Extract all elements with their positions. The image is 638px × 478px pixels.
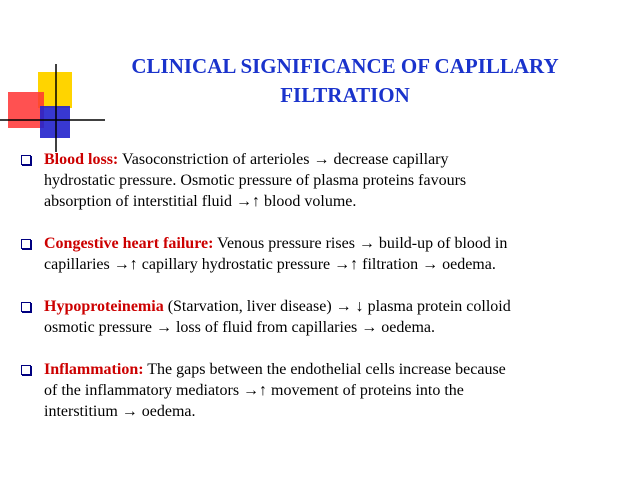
bullet-text: absorption of interstitial fluid →↑ blood volume. bbox=[44, 193, 357, 210]
bullet-term: Inflammation: bbox=[44, 361, 144, 378]
bullet-item-congestive-heart-failure bbox=[21, 233, 621, 275]
square-bullet-icon bbox=[21, 365, 31, 375]
square-bullet-icon bbox=[21, 155, 31, 165]
bullet-text: of the inflammatory mediators →↑ movement of proteins into the bbox=[44, 382, 464, 399]
bullet-list bbox=[21, 149, 621, 443]
deco-blue-square bbox=[40, 106, 70, 138]
bullet-text: (Starvation, liver disease) → ↓ plasma protein colloid bbox=[163, 298, 511, 315]
bullet-item-blood-loss bbox=[21, 149, 621, 212]
bullet-text: capillaries →↑ capillary hydrostatic pressure →↑ filtration → oedema. bbox=[44, 256, 496, 273]
bullet-text: The gaps between the endothelial cells increase because bbox=[143, 361, 506, 378]
bullet-term: Blood loss: bbox=[44, 151, 119, 168]
deco-red-square bbox=[8, 92, 44, 128]
slide-title-line-2: FILTRATION bbox=[280, 83, 410, 107]
slide-title bbox=[80, 52, 610, 110]
bullet-term: Congestive heart failure: bbox=[44, 235, 214, 252]
bullet-item-hypoproteinemia bbox=[21, 296, 621, 338]
square-bullet-icon bbox=[21, 302, 31, 312]
bullet-term: Hypoproteinemia bbox=[44, 298, 164, 315]
bullet-text: osmotic pressure → loss of fluid from capillaries → oedema. bbox=[44, 319, 436, 336]
bullet-text: Venous pressure rises → build-up of blood in bbox=[213, 235, 508, 252]
bullet-text: Vasoconstriction of arterioles → decrease capillary bbox=[118, 151, 449, 168]
bullet-item-inflammation bbox=[21, 359, 621, 422]
slide-title-line-1: CLINICAL SIGNIFICANCE OF CAPILLARY bbox=[131, 54, 559, 78]
square-bullet-icon bbox=[21, 239, 31, 249]
bullet-text: interstitium → oedema. bbox=[44, 403, 196, 420]
bullet-text: hydrostatic pressure. Osmotic pressure of plasma proteins favours bbox=[44, 172, 467, 189]
